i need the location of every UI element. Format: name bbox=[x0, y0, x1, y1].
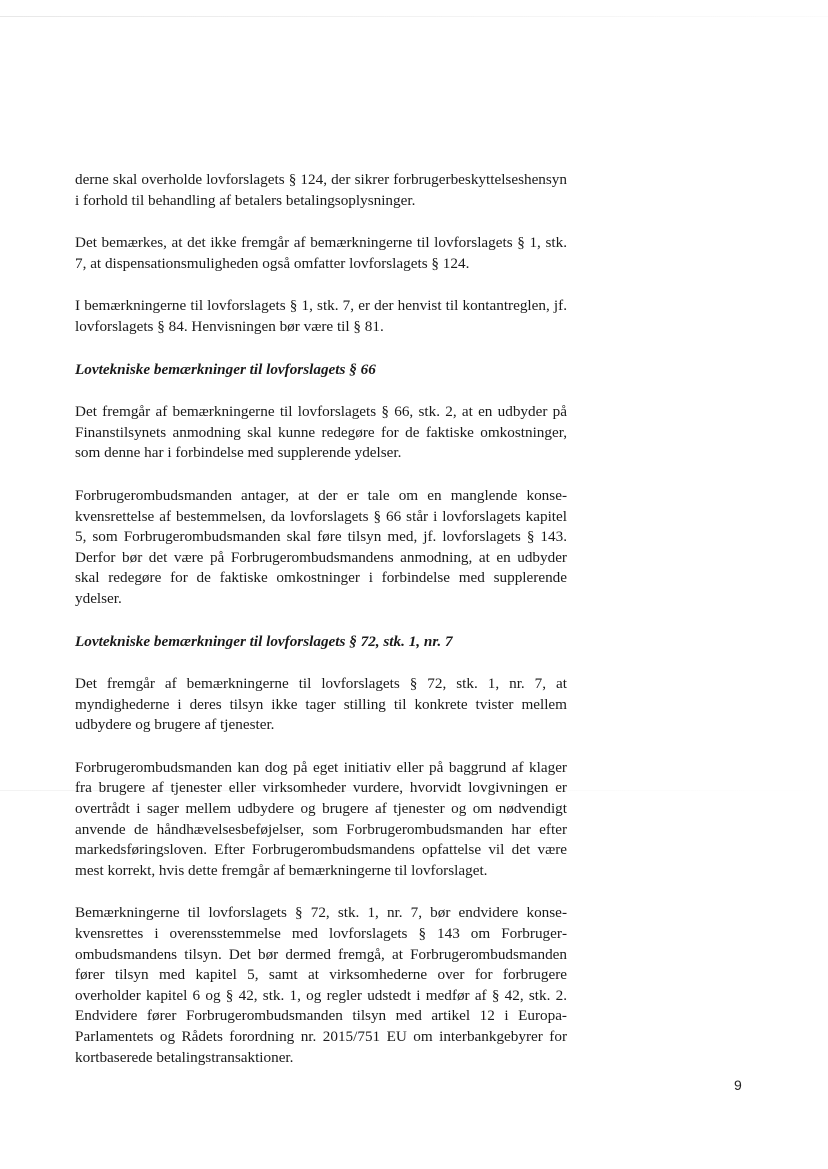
paragraph: Bemærkningerne til lovforslagets § 72, stk. 1, nr. 7, bør endvidere konsekvensrettes i overensstemmelse med lovforslagets § 143 om Forbrugerombudsmandens tilsyn. Det bør dermed fremgå, at Forbrugerombudsmanden fører tilsyn med kapitel 5, samt at virksomhederne over for forbrugere overholder kapitel 6 og § 42, stk. 1, og regler udstedt i medfør af § 42, stk. 2. Endvidere fører Forbrugerombudsmanden tilsyn med artikel 12 i Europa-Parlamentets og Rådets forordning nr. 2015/751 EU om interbankgebyrer for kortbaserede betalingstransaktioner. bbox=[75, 904, 567, 1066]
paragraph: Det fremgår af bemærkningerne til lovforslagets § 72, stk. 1, nr. 7, at myndighederne i deres tilsyn ikke tager stilling til konkrete tvister mellem udbydere og brugere af tjenester. bbox=[75, 675, 567, 734]
paragraph: Forbrugerombudsmanden antager, at der er tale om en manglende konsekvensrettelse af bestemmelsen, da lovforslagets § 66 står i lovforslagets kapitel 5, som Forbrugerombudsmanden skal føre tilsyn med, jf. lovforslagets § 143. Derfor bør det være på Forbrugerombudsmandens anmodning, at en udbyder skal redegøre for de faktiske omkostninger i forbindelse med supplerende ydelser. bbox=[75, 486, 567, 607]
paragraph: derne skal overholde lovforslagets § 124, der sikrer forbrugerbeskyttelseshensyn i forhold til behandling af betalers betalingsoplysninger. bbox=[75, 171, 567, 209]
paragraph: I bemærkningerne til lovforslagets § 1, stk. 7, er der henvist til kontantreglen, jf. lovforslagets § 84. Henvisningen bør være til § 81. bbox=[75, 297, 567, 335]
paragraph: Det fremgår af bemærkningerne til lovforslagets § 66, stk. 2, at en udbyder på Finanstilsynets anmodning skal kunne redegøre for de faktiske omkostninger, som denne har i forbindelse med supplerende ydelser. bbox=[75, 403, 567, 462]
paragraph: Forbrugerombudsmanden kan dog på eget initiativ eller på baggrund af klager fra brugere af tjenester eller virksomheder vurdere, hvorvidt lovgivningen er overtrådt i sager mellem udbydere og brugere af tjenester og om nødvendigt anvende de håndhævelsesbeføjelser, som Forbrugerombudsmanden har efter markedsføringsloven. Efter Forbrugerombudsmandens opfattelse vil det være mest korrekt, hvis dette fremgår af bemærkningerne til lovforslaget. bbox=[75, 758, 567, 879]
document-body bbox=[75, 170, 567, 1090]
section-heading: Lovtekniske bemærkninger til lovforslagets § 72, stk. 1, nr. 7 bbox=[75, 632, 453, 650]
section-heading: Lovtekniske bemærkninger til lovforslagets § 66 bbox=[75, 360, 376, 378]
paragraph: Det bemærkes, at det ikke fremgår af bemærkningerne til lovforslagets § 1, stk. 7, at dispensationsmuligheden også omfatter lovforslagets § 124. bbox=[75, 234, 567, 272]
scan-edge-line bbox=[0, 16, 828, 17]
page-number: 9 bbox=[734, 1077, 742, 1093]
